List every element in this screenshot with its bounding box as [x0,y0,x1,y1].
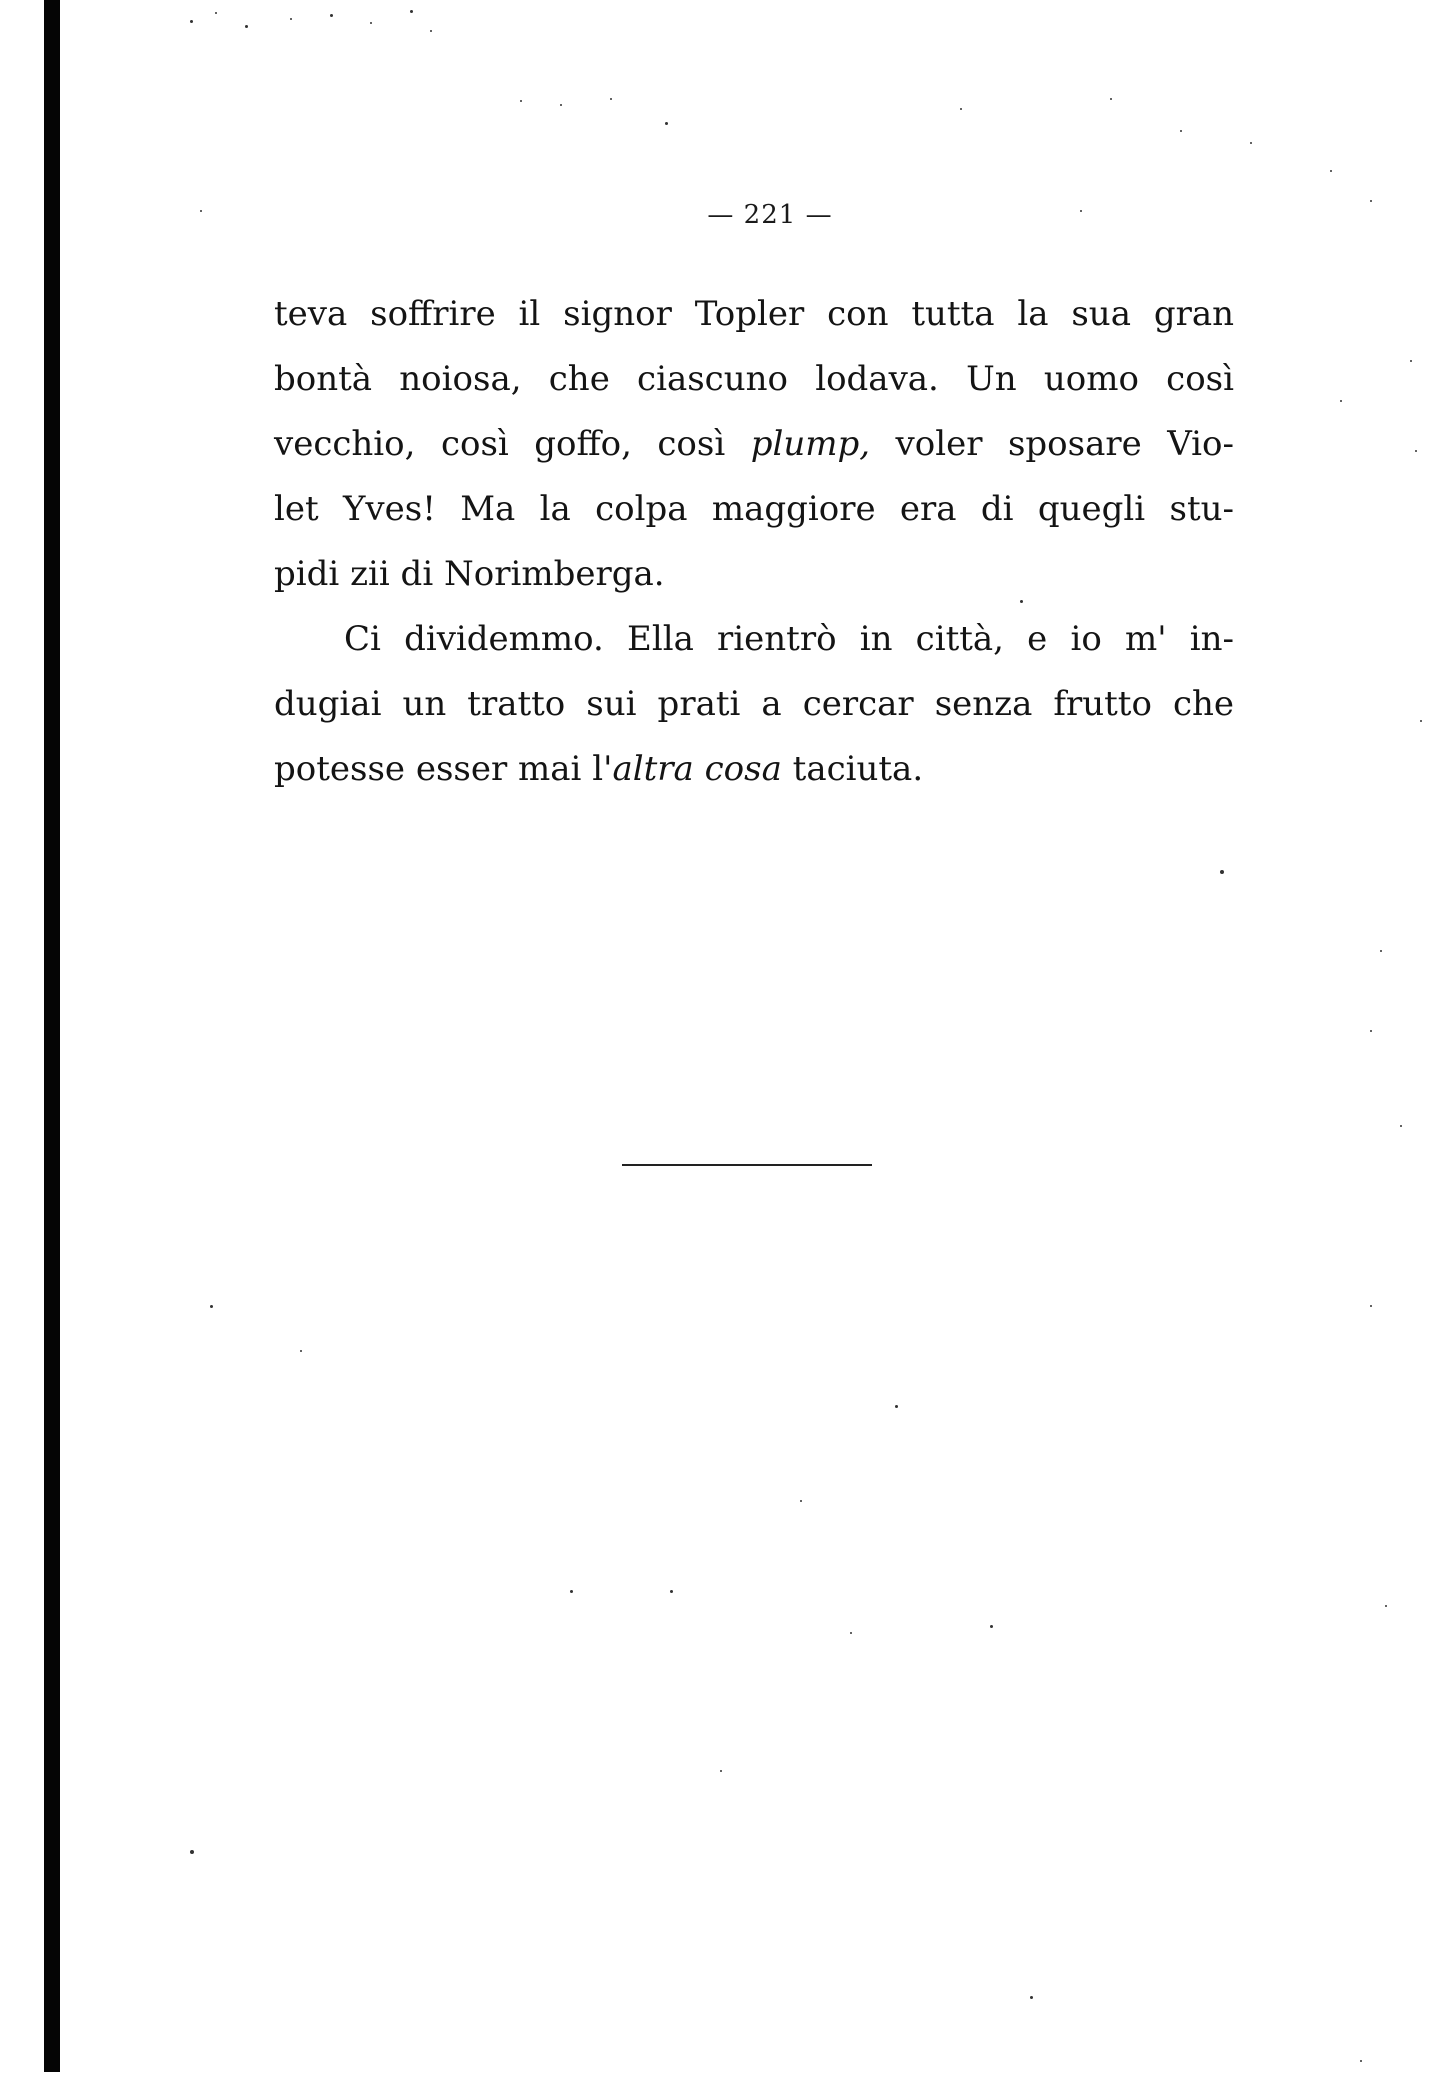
text-segment: teva soffrire il signor Topler con tutta la sua gran [274,294,1234,334]
text-segment: potesse esser mai l' [274,749,613,789]
scan-speck [245,25,248,28]
scan-speck [1340,400,1342,402]
end-rule [622,1164,872,1166]
text-line [274,282,1234,347]
scan-speck [1370,1305,1372,1307]
scan-speck [800,1500,802,1502]
text-line [274,672,1234,737]
scan-speck [990,1625,993,1628]
text-segment: vecchio, così goffo, così [274,424,751,464]
scan-speck [665,122,668,125]
scan-speck [1415,450,1417,452]
italic-word: plump, [750,424,871,464]
scan-speck [895,1405,898,1408]
scan-speck [410,10,413,13]
scan-speck [370,22,372,24]
text-line [274,607,1234,672]
scan-speck [610,98,612,100]
scan-speck [520,100,522,102]
scan-speck [1360,2060,1362,2062]
scan-speck [1400,1125,1402,1127]
scan-speck [1385,1605,1387,1607]
text-line [274,347,1234,412]
scan-speck [210,1305,213,1308]
text-line [274,737,1234,802]
body-text [274,282,1234,802]
scan-speck [330,14,333,17]
text-segment: taciuta. [781,749,924,789]
scan-speck [1420,720,1422,722]
scan-speck [1080,210,1082,212]
scan-speck [1380,950,1382,952]
scan-speck [1220,870,1224,874]
scan-speck [560,104,562,106]
scan-speck [1020,600,1023,603]
scan-speck [1370,1030,1372,1032]
binding-edge-shadow [44,0,60,2072]
text-line [274,412,1234,477]
scan-speck [1030,1996,1033,1999]
scan-speck [1330,170,1332,172]
scan-speck [290,18,292,20]
scan-speck [1410,360,1412,362]
text-segment: pidi zii di Norimberga. [274,554,665,594]
text-segment: dugiai un tratto sui prati a cercar senza frutto che [274,684,1234,724]
scan-speck [190,20,193,23]
scan-speck [670,1590,673,1593]
text-segment: voler sposare Vio- [870,424,1234,464]
scan-speck [570,1590,573,1593]
scan-speck [850,1632,852,1634]
text-line [274,477,1234,542]
scan-speck [1370,200,1372,202]
text-line [274,542,1234,607]
italic-word: altra cosa [612,749,782,789]
text-segment: Ci dividemmo. Ella rientrò in città, e io m' in- [344,619,1234,659]
scan-speck [215,12,217,14]
scan-speck [300,1350,302,1352]
scan-speck [1110,98,1112,100]
scan-speck [1250,142,1252,144]
scan-speck [430,30,432,32]
text-segment: let Yves! Ma la colpa maggiore era di quegli stu- [274,489,1234,529]
page-number: — 221 — [707,200,833,230]
scan-speck [1180,130,1182,132]
scan-speck [200,210,202,212]
scan-speck [190,1850,194,1854]
scan-speck [960,108,962,110]
scan-speck [720,1770,722,1772]
text-segment: bontà noiosa, che ciascuno lodava. Un uomo così [274,359,1234,399]
